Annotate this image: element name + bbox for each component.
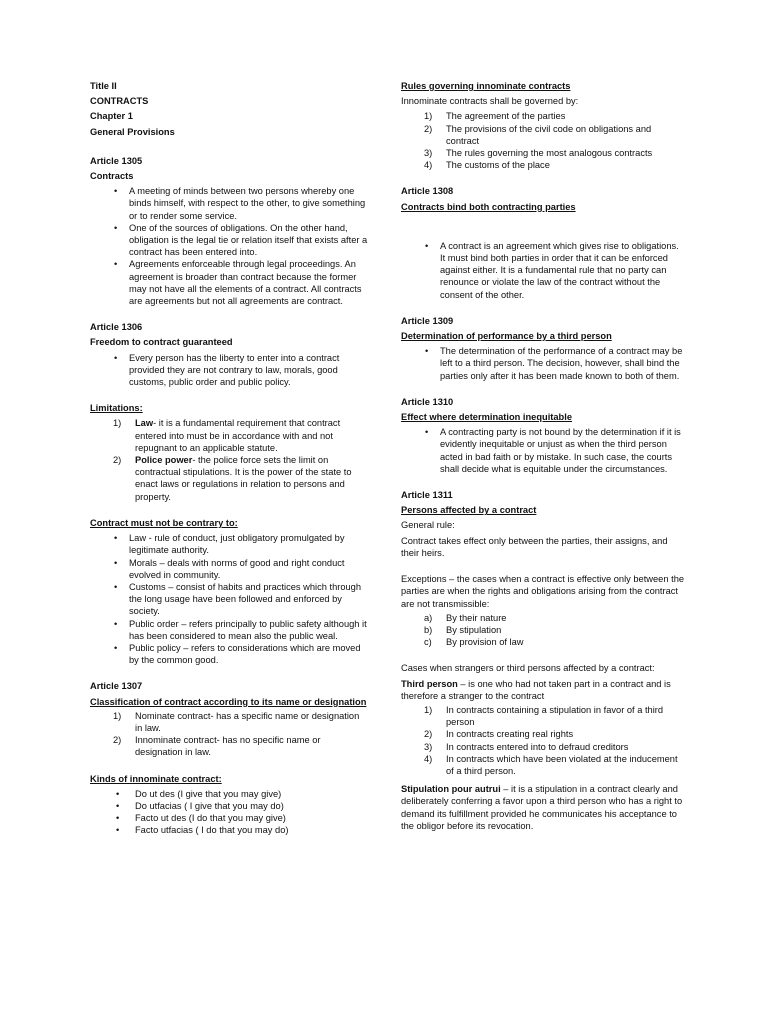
contrary-list (90, 532, 368, 666)
list-item: 3) In contracts entered into to defraud creditors (424, 741, 629, 752)
list-item: 2) Innominate contract- has no specific name or designation in law. (113, 735, 321, 758)
article-1310-heading: Effect where determination inequitable (401, 412, 572, 423)
article-1310-list (401, 426, 686, 475)
list-item: 4) The customs of the place (424, 160, 550, 171)
list-item: 3) The rules governing the most analogous contracts (424, 148, 653, 159)
article-1310-label: Article 1310 (401, 396, 454, 407)
list-item: • Facto ut des (I do that you may give) (90, 812, 368, 824)
rules-list (401, 110, 686, 171)
article-1305-label: Article 1305 (90, 155, 143, 166)
list-item: • Public order – refers principally to public safety although it has been considered to mean also the public weal. (90, 618, 368, 642)
list-item: • Every person has the liberty to enter into a contract provided they are not contrary to law, morals, good customs, public order and public policy. (90, 352, 368, 389)
article-1309-label: Article 1309 (401, 315, 454, 326)
list-item: • A contracting party is not bound by the determination if it is evidently inequitable or unjust as when the third person acted in bad faith or by mistake. In such case, the courts shall decide what is equitable under the circumstances. (401, 426, 686, 475)
list-item: • Public policy – refers to considerations which are moved by the common good. (90, 642, 368, 666)
article-1307-heading: Classification of contract according to its name or designation (90, 696, 367, 707)
list-item: • Law - rule of conduct, just obligatory promulgated by legitimate authority. (90, 532, 368, 556)
list-item: • Customs – consist of habits and practices which through the long usage have been followed and enforced by society. (90, 581, 368, 618)
cases-text: Cases when strangers or third persons affected by a contract: (401, 663, 655, 674)
list-item: • One of the sources of obligations. On the other hand, obligation is the legal tie or relation itself that exists after a contract has been entered into. (90, 222, 368, 259)
list-item: • Do ut des (I give that you may give) (90, 788, 368, 800)
contracts-label: CONTRACTS (90, 96, 149, 107)
third-person-list (401, 704, 686, 777)
right-column (401, 80, 686, 832)
article-1308-list (401, 240, 686, 301)
list-item: • A meeting of minds between two persons whereby one binds himself, with respect to the other, to give something or to render some service. (90, 185, 368, 222)
list-item: b) By stipulation (424, 624, 502, 635)
list-item: 4) In contracts which have been violated at the inducement of a third person. (424, 753, 678, 776)
exceptions-text: Exceptions – the cases when a contract is effective only between the parties are when the rights and obligations arising from the contract are not transmissible: (401, 574, 685, 609)
list-item: a) By their nature (424, 612, 507, 623)
third-person-definition: Third person – is one who had not taken part in a contract and is therefore a stranger to the contract (401, 678, 671, 701)
general-provisions-label: General Provisions (90, 126, 175, 137)
article-1305-heading: Contracts (90, 171, 134, 182)
kinds-heading: Kinds of innominate contract: (90, 773, 222, 784)
general-rule-label: General rule: (401, 520, 455, 531)
limitations-heading: Limitations: (90, 403, 143, 414)
list-item: • Do utfacias ( I give that you may do) (90, 800, 368, 812)
rules-intro: Innominate contracts shall be governed by: (401, 96, 579, 107)
article-1309-heading: Determination of performance by a third person (401, 331, 612, 342)
list-item: 2) The provisions of the civil code on obligations and contract (424, 123, 652, 146)
list-item: • A contract is an agreement which gives rise to obligations. It must bind both parties in order that it can be enforced against either. It is a fundamental rule that no party can renounce or violate the law of the contract without the consent of the other. (401, 240, 686, 301)
list-item: • The determination of the performance of a contract may be left to a third person. The decision, however, shall bind the parties only after it has been made known to both of them. (401, 345, 686, 382)
list-item: c) By provision of law (424, 637, 524, 648)
article-1311-heading: Persons affected by a contract (401, 505, 537, 516)
left-column (90, 80, 368, 837)
article-1308-heading: Contracts bind both contracting parties (401, 201, 576, 212)
kinds-list (90, 788, 368, 837)
general-rule-text: Contract takes effect only between the parties, their assigns, and their heirs. (401, 535, 668, 558)
article-1306-list (90, 352, 368, 389)
article-1307-label: Article 1307 (90, 681, 143, 692)
list-item: 2) In contracts creating real rights (424, 729, 574, 740)
list-item: 1) The agreement of the parties (424, 111, 566, 122)
contrary-heading: Contract must not be contrary to: (90, 517, 238, 528)
article-1309-list (401, 345, 686, 382)
list-item: • Facto utfacias ( I do that you may do) (90, 824, 368, 836)
list-item: 1) Nominate contract- has a specific name or designation in law. (113, 710, 360, 733)
article-1306-heading: Freedom to contract guaranteed (90, 337, 233, 348)
list-item: 1) Law- it is a fundamental requirement that contract entered into must be in accordance with and not repugnant to an applicable statute. (113, 418, 341, 453)
article-1306-label: Article 1306 (90, 322, 143, 333)
article-1307-list (90, 710, 368, 759)
limitations-list (90, 417, 368, 502)
article-1308-label: Article 1308 (401, 186, 454, 197)
list-item: 1) In contracts containing a stipulation in favor of a third person (424, 704, 664, 728)
exceptions-list (401, 612, 686, 649)
stipulation-definition: Stipulation pour autrui – it is a stipulation in a contract clearly and deliberately conferring a favor upon a third person who has a right to demand its fulfillment provided he communicates his acceptance to the obligor before its revocation. (401, 784, 683, 831)
list-item: • Morals – deals with norms of good and right conduct evolved in community. (90, 557, 368, 581)
list-item: • Agreements enforceable through legal proceedings. An agreement is broader than contract because the former may not have all the elements of a contract. All contracts are agreements but not all agreements are contract. (90, 258, 368, 307)
title-label: Title II (90, 81, 117, 91)
list-item: 2) Police power- the police force sets the limit on contractual stipulations. It is the power of the state to enact laws or regulations in relation to persons and property. (113, 455, 352, 502)
rules-heading: Rules governing innominate contracts (401, 81, 571, 91)
chapter-label: Chapter 1 (90, 111, 133, 122)
article-1311-label: Article 1311 (401, 490, 453, 501)
article-1305-list (90, 185, 368, 307)
